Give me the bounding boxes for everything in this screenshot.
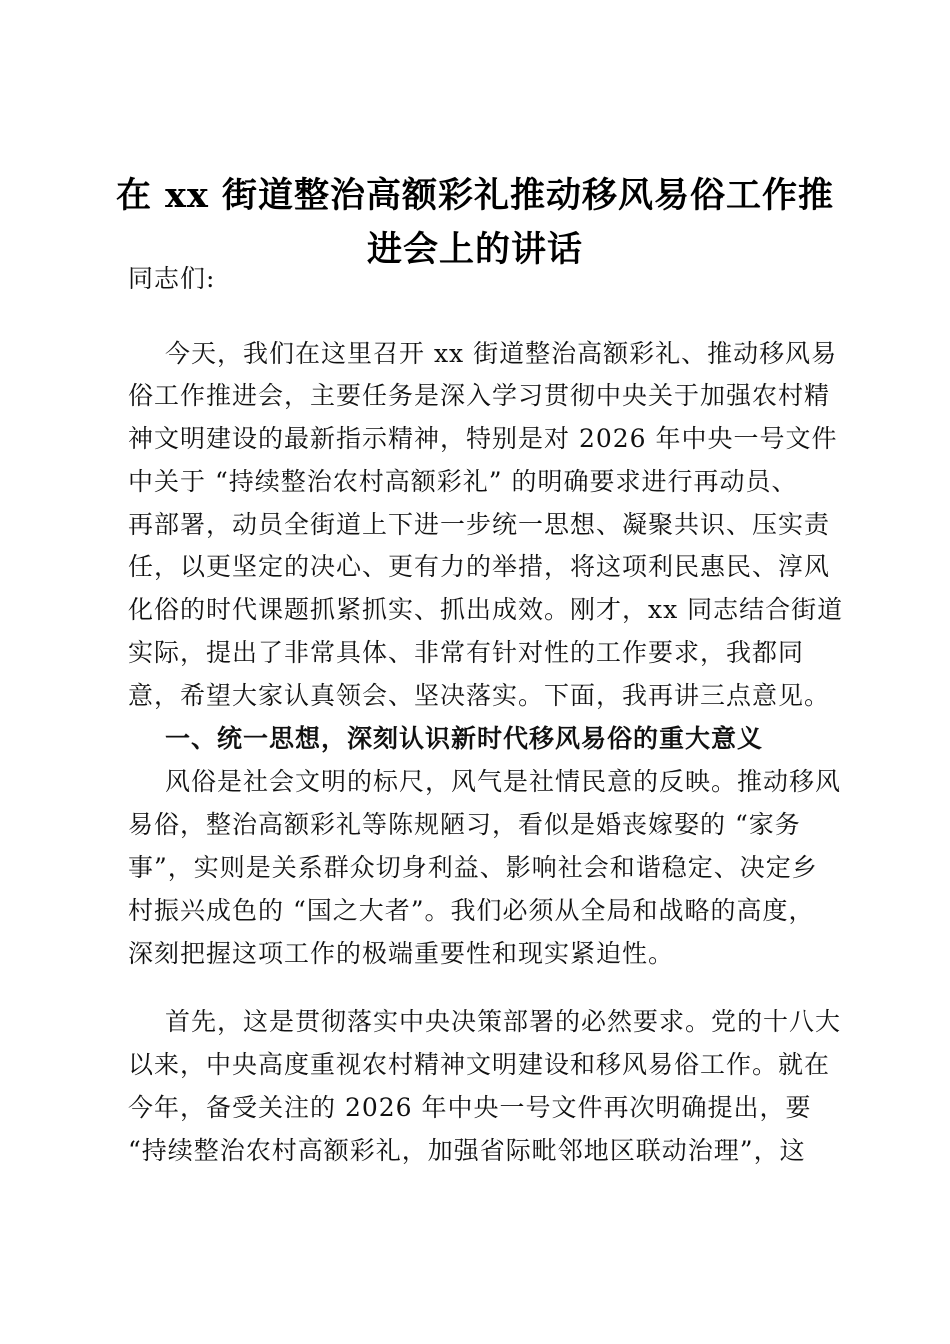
document-title-line-1: 在 xx 街道整治高额彩礼推动移风易俗工作推	[115, 175, 835, 216]
body-line: 今年，备受关注的 2026 年中央一号文件再次明确提出，要	[128, 1093, 812, 1122]
body-line: 再部署，动员全街道上下进一步统一思想、凝聚共识、压实责	[128, 510, 831, 539]
body-line: 神文明建设的最新指示精神，特别是对 2026 年中央一号文件	[128, 424, 838, 453]
body-line: 村振兴成色的 “国之大者”。我们必须从全局和战略的高度，	[128, 896, 815, 925]
body-line: 俗工作推进会，主要任务是深入学习贯彻中央关于加强农村精	[128, 381, 831, 410]
body-line: 深刻把握这项工作的极端重要性和现实紧迫性。	[128, 939, 675, 968]
body-line: 实际，提出了非常具体、非常有针对性的工作要求，我都同	[128, 638, 805, 667]
body-line: 任，以更坚定的决心、更有力的举措，将这项利民惠民、淳风	[128, 552, 831, 581]
body-line: 化俗的时代课题抓紧抓实、抓出成效。刚才，xx 同志结合街道	[128, 595, 844, 624]
section-heading: 一、统一思想，深刻认识新时代移风易俗的重大意义	[165, 724, 764, 753]
body-line: 风俗是社会文明的标尺，风气是社情民意的反映。推动移风	[165, 767, 842, 796]
salutation: 同志们:	[128, 264, 216, 293]
body-line: “持续整治农村高额彩礼，加强省际毗邻地区联动治理”，这	[128, 1136, 806, 1165]
body-line: 首先，这是贯彻落实中央决策部署的必然要求。党的十八大	[165, 1007, 842, 1036]
body-line: 以来，中央高度重视农村精神文明建设和移风易俗工作。就在	[128, 1050, 831, 1079]
body-line: 意，希望大家认真领会、坚决落实。下面，我再讲三点意见。	[128, 681, 831, 710]
body-line: 今天，我们在这里召开 xx 街道整治高额彩礼、推动移风易	[165, 339, 838, 368]
body-line: 中关于 “持续整治农村高额彩礼” 的明确要求进行再动员、	[128, 467, 798, 496]
body-line: 易俗，整治高额彩礼等陈规陋习，看似是婚丧嫁娶的 “家务	[128, 810, 801, 839]
body-line: 事”，实则是关系群众切身利益、影响社会和谐稳定、决定乡	[128, 853, 818, 882]
document-title-line-2: 进会上的讲话	[366, 229, 583, 270]
